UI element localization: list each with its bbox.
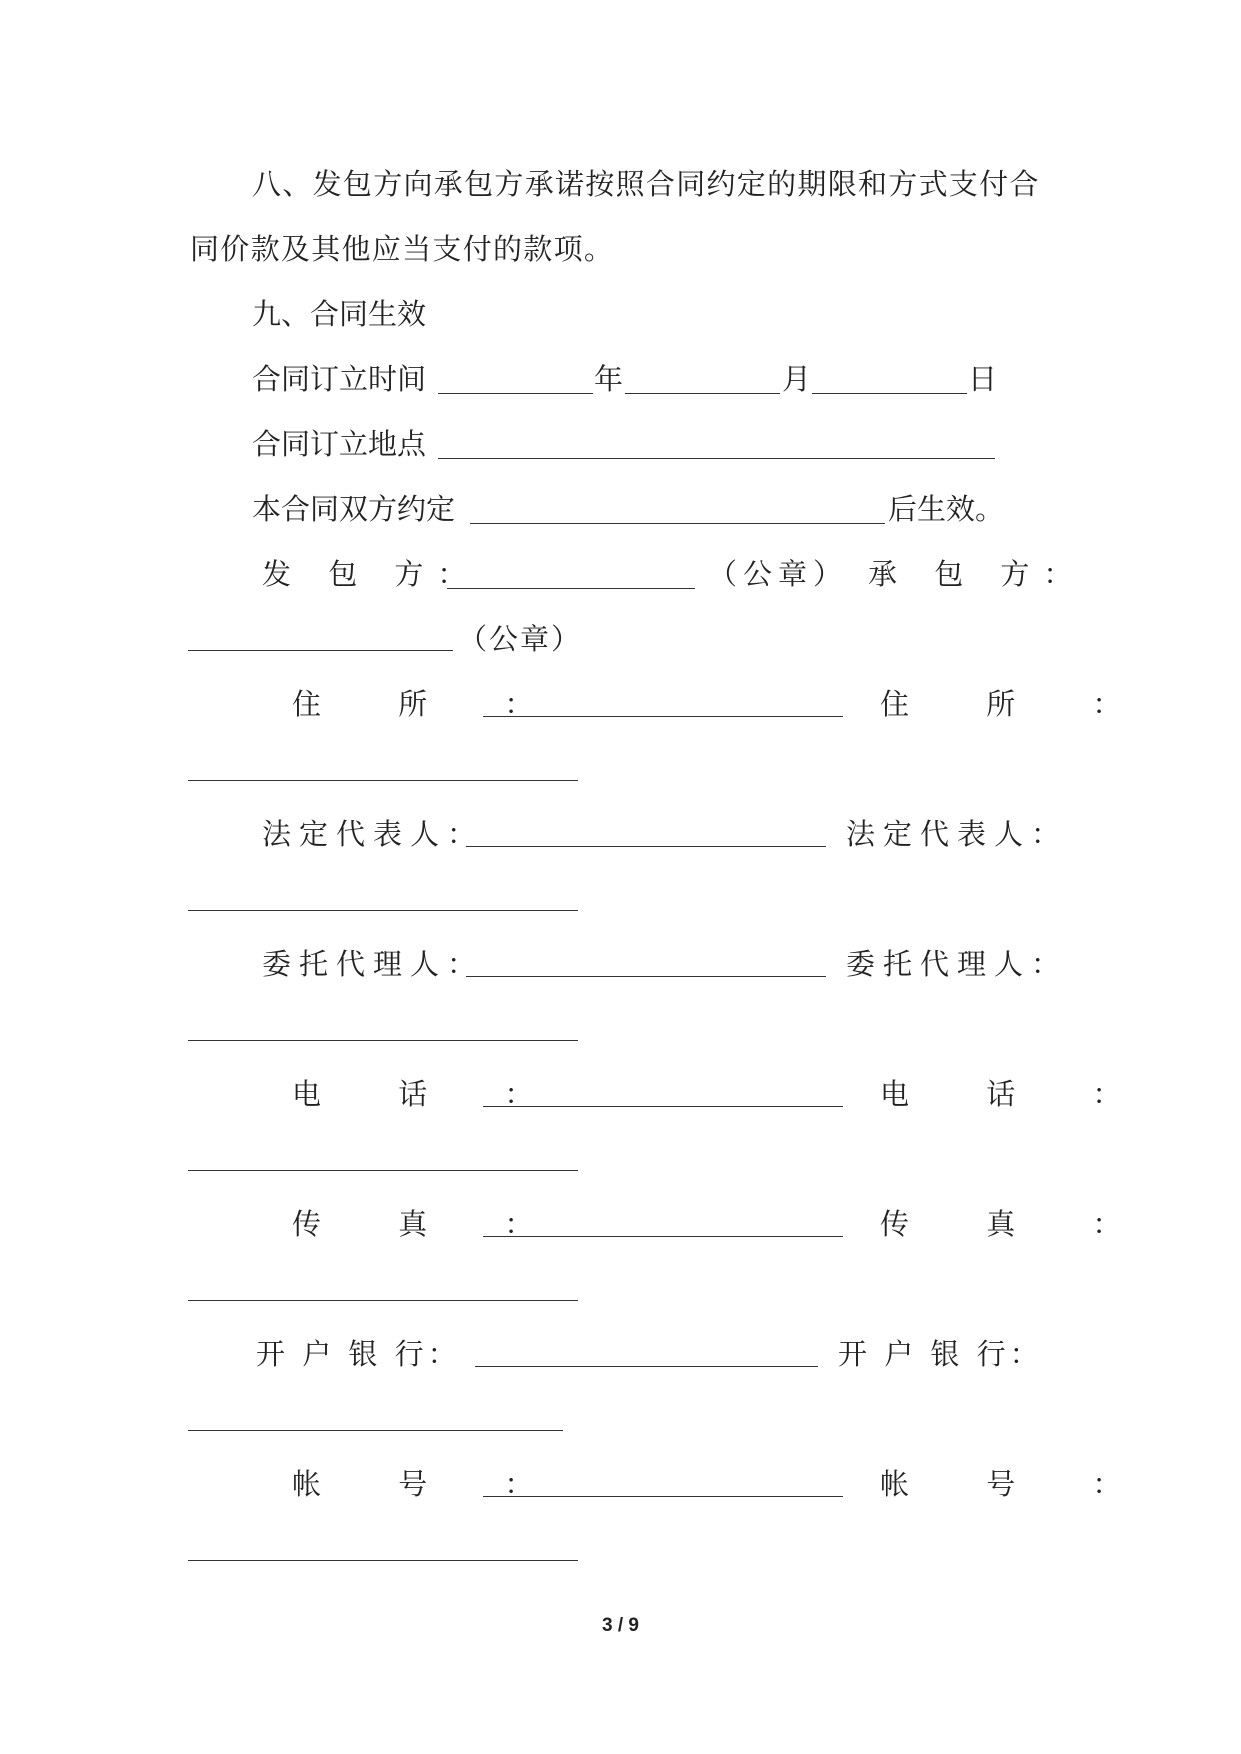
issuer-seal: （公章） — [708, 557, 849, 591]
year-label: 年 — [594, 362, 624, 396]
contract-time-label: 合同订立时间 — [252, 362, 427, 396]
issuer-phone-label: 电 话 ： — [292, 1077, 568, 1111]
agreement-suffix: 后生效。 — [888, 492, 1005, 526]
issuer-legal-rep-blank[interactable] — [466, 846, 826, 847]
issuer-address-label: 住 所 ： — [292, 687, 568, 721]
page-number: 3 / 9 — [602, 1615, 639, 1636]
place-blank[interactable] — [438, 458, 995, 459]
issuer-label: 发 包 方： — [262, 557, 481, 591]
issuer-account-label: 帐 号 ： — [292, 1467, 568, 1501]
issuer-address-blank[interactable] — [483, 716, 843, 717]
contractor-blank[interactable] — [188, 650, 453, 651]
contractor-label: 承 包 方： — [868, 557, 1087, 591]
contractor-bank-blank[interactable] — [188, 1430, 563, 1431]
contractor-fax-blank[interactable] — [188, 1300, 578, 1301]
month-blank[interactable] — [625, 393, 780, 394]
issuer-agent-blank[interactable] — [466, 976, 826, 977]
contractor-account-label: 帐 号 ： — [880, 1467, 1156, 1501]
issuer-fax-blank[interactable] — [483, 1236, 843, 1237]
clause-8-line-2: 同价款及其他应当支付的款项。 — [190, 232, 615, 266]
issuer-account-blank[interactable] — [483, 1496, 843, 1497]
contractor-agent-blank[interactable] — [188, 1040, 578, 1041]
issuer-bank-blank[interactable] — [475, 1366, 818, 1367]
agreement-label: 本合同双方约定 — [252, 492, 456, 526]
issuer-agent-label: 委托代理人： — [262, 947, 485, 981]
issuer-bank-label: 开 户 银 行： — [256, 1337, 461, 1371]
contractor-legal-rep-blank[interactable] — [188, 910, 578, 911]
contractor-seal: （公章） — [458, 622, 583, 656]
day-label: 日 — [968, 362, 998, 396]
contractor-phone-label: 电 话 ： — [880, 1077, 1156, 1111]
contractor-agent-label: 委托代理人： — [846, 947, 1069, 981]
day-blank[interactable] — [812, 393, 967, 394]
clause-8-line-1: 八、发包方向承包方承诺按照合同约定的期限和方式支付合 — [252, 167, 1040, 201]
issuer-blank[interactable] — [447, 588, 695, 589]
contractor-legal-rep-label: 法定代表人： — [846, 817, 1069, 851]
agreement-blank[interactable] — [470, 523, 885, 524]
contractor-phone-blank[interactable] — [188, 1170, 578, 1171]
contractor-bank-label: 开 户 银 行： — [838, 1337, 1043, 1371]
issuer-fax-label: 传 真 ： — [292, 1207, 568, 1241]
clause-9-title: 九、合同生效 — [252, 297, 427, 331]
contractor-fax-label: 传 真 ： — [880, 1207, 1156, 1241]
contractor-address-blank[interactable] — [188, 780, 578, 781]
contractor-account-blank[interactable] — [188, 1560, 578, 1561]
month-label: 月 — [782, 362, 812, 396]
contractor-address-label: 住 所 ： — [880, 687, 1156, 721]
year-blank[interactable] — [438, 393, 593, 394]
contract-place-label: 合同订立地点 — [252, 427, 427, 461]
issuer-phone-blank[interactable] — [483, 1106, 843, 1107]
issuer-legal-rep-label: 法定代表人： — [262, 817, 485, 851]
